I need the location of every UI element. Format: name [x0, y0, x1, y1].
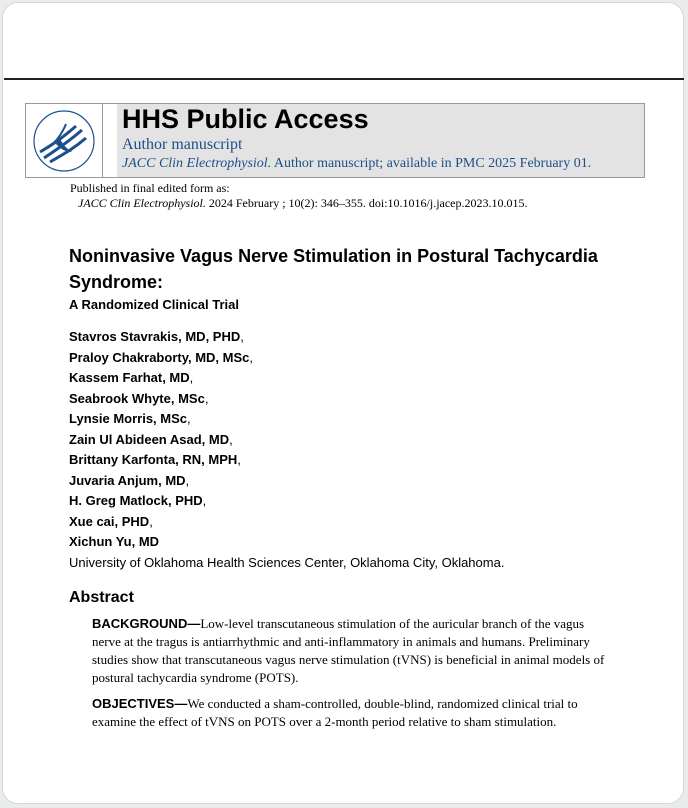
author-manuscript-label: Author manuscript [122, 136, 243, 153]
author-name: Kassem Farhat, MD [69, 370, 190, 385]
hhs-public-access-title: HHS Public Access [122, 104, 369, 134]
author-separator: , [237, 452, 241, 467]
background-label: BACKGROUND— [92, 616, 201, 631]
background-text: Low-level transcutaneous stimulation of the auricular branch of the vagus nerve at the tragus is antiarrhythmic and anti-inflammatory in animals and humans. Preliminary studies show that transcutaneous vagus nerve stimulation (tVNS) is beneficial in animal models of postural tachycardia syndrome (POTS). [92, 616, 605, 685]
author-item [69, 368, 253, 389]
published-citation [78, 196, 528, 211]
author-name: Lynsie Morris, MSc [69, 411, 187, 426]
author-item [69, 430, 253, 451]
hhs-seal-icon [26, 104, 102, 177]
author-name: Stavros Stavrakis, MD, PHD [69, 329, 241, 344]
abstract-background [92, 615, 612, 687]
author-separator: , [240, 329, 244, 344]
author-separator: , [149, 513, 153, 529]
author-separator: , [249, 349, 253, 365]
author-item [69, 512, 253, 533]
author-item [69, 327, 253, 348]
article-title: Noninvasive Vagus Nerve Stimulation in Postural Tachycardia Syndrome: [69, 246, 598, 292]
author-item [69, 471, 253, 492]
author-item [69, 450, 253, 471]
author-separator: , [229, 431, 233, 447]
top-rule [4, 78, 684, 80]
author-name: Xue cai, PHD [69, 513, 150, 529]
affiliation: University of Oklahoma Health Sciences Center, Oklahoma City, Oklahoma. [69, 555, 505, 570]
author-name: Juvaria Anjum, MD [69, 472, 186, 488]
author-name: Seabrook Whyte, MSc [69, 390, 205, 406]
author-separator: , [202, 493, 207, 508]
author-name: Xichun Yu, MD [69, 534, 160, 549]
author-name: Brittany Karfonta, RN, MPH [69, 452, 238, 467]
objectives-text: We conducted a sham-controlled, double-blind, randomized clinical trial to examine the effect of tVNS on POTS over a 2-month period relative to sham stimulation. [92, 696, 578, 729]
citation-details: 2024 February ; 10(2): 346–355. doi:10.1016/j.jacep.2023.10.015. [205, 196, 528, 210]
published-label: Published in final edited form as: [70, 181, 230, 195]
abstract-heading: Abstract [69, 589, 134, 606]
author-item [69, 409, 253, 430]
citation-journal: JACC Clin Electrophysiol. [78, 196, 206, 210]
author-name: H. Greg Matlock, PHD [69, 493, 203, 508]
journal-availability [122, 156, 591, 172]
article-subtitle: A Randomized Clinical Trial [69, 297, 239, 312]
abstract-objectives [92, 695, 612, 731]
author-name: Praloy Chakraborty, MD, MSc [69, 349, 250, 365]
author-separator: , [189, 370, 194, 385]
author-separator: , [187, 411, 191, 426]
availability-text: Author manuscript; available in PMC 2025 February 01. [271, 156, 592, 171]
objectives-label: OBJECTIVES— [92, 696, 188, 711]
journal-name: JACC Clin Electrophysiol. [122, 156, 272, 171]
author-separator: , [185, 472, 190, 488]
author-item [69, 532, 253, 553]
author-item [69, 389, 253, 410]
author-item [69, 348, 253, 369]
author-name: Zain Ul Abideen Asad, MD [69, 431, 230, 447]
author-list [69, 327, 253, 553]
author-item [69, 491, 253, 512]
author-separator: , [204, 390, 209, 406]
hhs-eagle-logo-icon [26, 104, 103, 177]
